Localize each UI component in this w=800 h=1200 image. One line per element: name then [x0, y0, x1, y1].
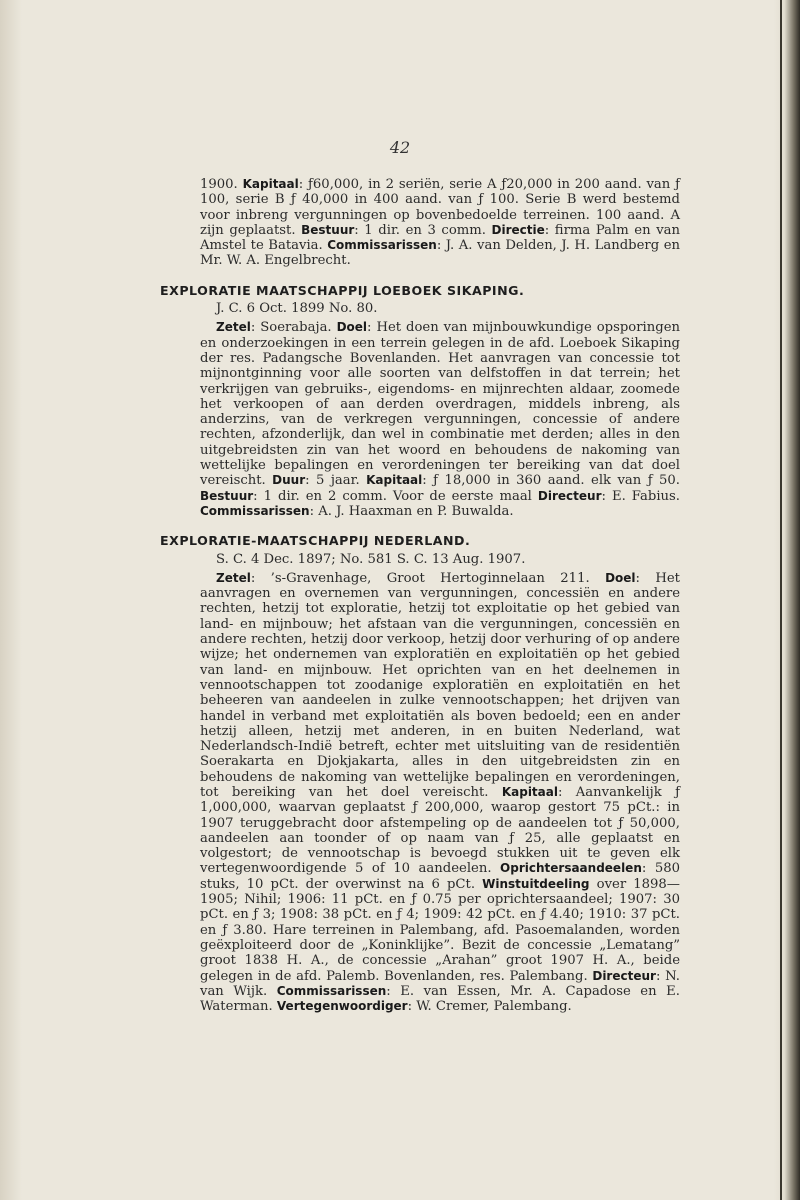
- section2-text-5: over 1898—1905; Nihil; 1906: 11 pCt. en ƒ 0.75 per oprichtersaandeel; 1907: 30 pCt. en ƒ 3; 1908: 38 pCt. en ƒ 4; 1909: 42 pCt. en ƒ 4.40; 1910: 37 pCt. en ƒ 3.80. Hare terreinen in Palembang, afd. Pasoemalanden, worden geëxploiteerd door de „Koninklijke”. Bezit de concessie „Lematang” groot 1838 H. A., de concessie „Arahan” groot 1907 H. A., beide gelegen in de afd. Palemb. Bovenlanden, res. Palembang.: [200, 876, 680, 984]
- keyword-vertegenwoordiger: Vertegenwoordiger: [276, 999, 408, 1014]
- section1-text-7: : A. J. Haaxman en P. Buwalda.: [309, 503, 514, 519]
- keyword-doel: Doel: [605, 570, 636, 585]
- section2-reference: S. C. 4 Dec. 1897; No. 581 S. C. 13 Aug. 1907.: [216, 551, 526, 567]
- section1-text-6: : E. Fabius.: [601, 488, 680, 504]
- section1-text-5: : 1 dir. en 2 comm. Voor de eerste maal: [253, 488, 538, 504]
- intro-paragraph: [200, 177, 680, 269]
- keyword-doel: Doel: [336, 320, 368, 335]
- keyword-zetel: Zetel: [216, 570, 251, 585]
- section1-text-1: : Soerabaja.: [250, 320, 337, 336]
- section2-text-1: : ’s-Gravenhage, Groot Hertoginnelaan 211.: [250, 570, 606, 586]
- section2-text-2: : Het aanvragen en overnemen van vergunningen, concessiën en andere rechten, hetzij tot exploratie, hetzij tot exploitatie op het gebied van land- en mijnbouw; het afstaan van die vergunningen, concessiën en andere rechten, hetzij door verkoop, hetzij door verhuring of op andere wijze; het ondernemen van exploratiën en exploitatiën op het gebied van land- en mijnbouw. Het oprichten van en het deelnemen in vennootschappen tot zoodanige exploratiën en exploitatiën en het beheeren van aandeelen in zulke vennootschappen; het drijven van handel in verband met exploitatiën als boven bedoeld; een en ander hetzij alleen, hetzij met anderen, in en buiten Nederland, wat Nederlandsch-Indië betreft, echter met uitsluiting van de residentiën Soerakarta en Djokjakarta, alles in den uitgebreidsten zin en behoudens de nakoming van wettelijke bepalingen en verordeningen, tot bereiking van het doel vereischt.: [200, 570, 680, 800]
- page-content: [160, 177, 680, 1015]
- intro-text-4: : firma Palm en van Amstel te Batavia.: [200, 222, 680, 254]
- keyword-winstuitdeeling: Winstuitdeeling: [482, 876, 590, 891]
- keyword-kapitaal: Kapitaal: [501, 784, 558, 799]
- intro-text-1: 1900.: [200, 177, 243, 192]
- keyword-zetel: Zetel: [216, 320, 251, 335]
- section1-paragraph: [200, 320, 680, 519]
- section1-text-4: : ƒ 18,000 in 360 aand. elk van ƒ 50.: [422, 473, 680, 489]
- section1-text-3: : 5 jaar.: [305, 473, 367, 489]
- keyword-directie: Directie: [491, 222, 545, 237]
- section1-reference: J. C. 6 Oct. 1899 No. 80.: [216, 301, 378, 317]
- page-left-edge: [0, 0, 22, 1200]
- section2-text-6: : N. van Wijk.: [200, 968, 680, 999]
- keyword-bestuur: Bestuur: [200, 488, 254, 503]
- keyword-oprichtersaandeelen: Oprichtersaandeelen: [500, 861, 642, 876]
- book-spine-edge: [774, 0, 800, 1200]
- section-title-nederland: EXPLORATIE-MAATSCHAPPIJ NEDERLAND.: [160, 533, 471, 549]
- keyword-bestuur: Bestuur: [301, 222, 355, 237]
- section2-text-7: : E. van Essen, Mr. A. Capadose en E. Waterman.: [200, 983, 680, 1015]
- section2-paragraph: [200, 571, 680, 1015]
- keyword-directeur: Directeur: [537, 488, 602, 503]
- keyword-commissarissen: Commissarissen: [276, 983, 387, 998]
- keyword-kapitaal: Kapitaal: [366, 473, 423, 488]
- keyword-duur: Duur: [272, 473, 306, 488]
- intro-text-5: : J. A. van Delden, J. H. Landberg en Mr. W. A. Engelbrecht.: [200, 238, 680, 269]
- keyword-directeur: Directeur: [592, 968, 656, 983]
- page-number: 42: [389, 138, 411, 157]
- section-title-loeboek-sikaping: EXPLORATIE MAATSCHAPPIJ LOEBOEK SIKAPING.: [160, 282, 525, 298]
- keyword-kapitaal: Kapitaal: [242, 177, 299, 191]
- section2-text-3: : Aanvankelijk ƒ 1,000,000, waarvan geplaatst ƒ 200,000, waarop gestort 75 pCt.: in 1907 teruggebracht door afstempeling op de aandeelen tot ƒ 50,000, aandeelen aan toonder of op naam van ƒ 25, alle geplaatst en volgestort; de vennootschap is bevoegd stukken uit te geven elk vertegenwoordigende 5 of 10 aandeelen.: [200, 784, 680, 877]
- spine-line: [780, 0, 782, 1200]
- section2-text-8: : W. Cremer, Palembang.: [407, 999, 572, 1015]
- intro-text-3: : 1 dir. en 3 comm.: [354, 222, 492, 238]
- section2-text-4: : 580 stuks, 10 pCt. der overwinst na 6 pCt.: [200, 861, 680, 892]
- keyword-commissarissen: Commissarissen: [200, 503, 310, 518]
- intro-text-2: : ƒ60,000, in 2 seriën, serie A ƒ20,000 in 200 aand. van ƒ 100, serie B ƒ 40,000 in 400 aand. van ƒ 100. Serie B werd bestemd voor inbreng vergunningen op bovenbedoelde terreinen. 100 aand. A zijn geplaatst.: [200, 177, 680, 238]
- keyword-commissarissen: Commissarissen: [327, 238, 437, 253]
- section1-text-2: : Het doen van mijnbouwkundige opsporingen en onderzoekingen in een terrein gelegen in de afd. Loeboek Sikaping der res. Padangsche Bovenlanden. Het aanvragen van concessie tot mijnontginning voor alle soorten van delfstoffen in dat terrein; het verkrijgen van gebruiks-, eigendoms- en mijnrechten aldaar, zoomede het verkoopen of aan derden overdragen, middels inbreng, als anderzins, van de verkregen vergunningen, concessie of andere rechten, afzonderlijk, dan wel in combinatie met derden; alles in den uitgebreidsten zin van het woord en behoudens de nakoming van wettelijke bepalingen en verordeningen ter bereiking van dat doel vereischt.: [200, 320, 680, 489]
